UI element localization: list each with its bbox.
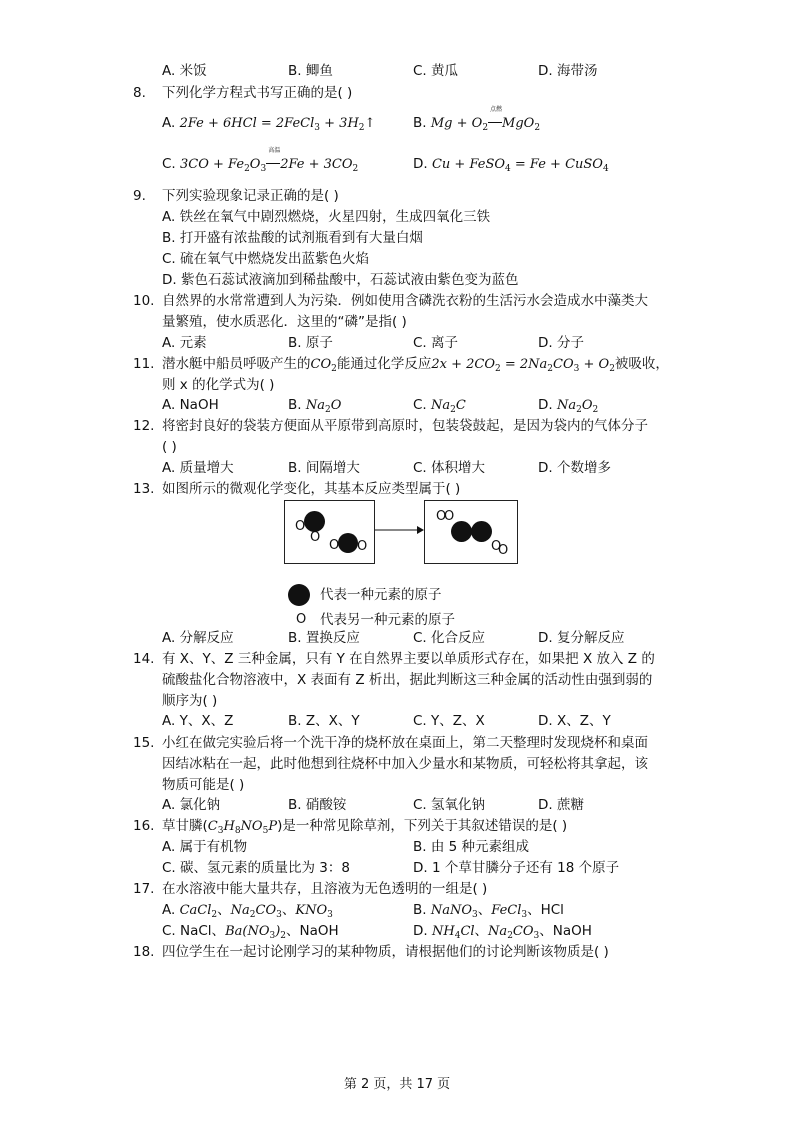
q12-option-d: D. 个数增多 — [538, 460, 611, 476]
q10-option-b: B. 原子 — [288, 335, 333, 351]
q9-option-b: B. 打开盛有浓盐酸的试剂瓶看到有大量白烟 — [162, 230, 423, 246]
q11-b-label: B. — [288, 397, 302, 413]
q17-stem: 在水溶液中能大量共存，且溶液为无色透明的一组是( ) — [162, 881, 488, 897]
q16-number: 16. — [133, 818, 155, 834]
q17-c-label: C. NaCl、 — [162, 923, 226, 939]
legend-black-atom-icon — [288, 584, 310, 606]
q8-number: 8. — [133, 85, 146, 101]
black-atom — [471, 521, 492, 542]
q15-line2: 因结冰粘在一起，此时他想到往烧杯中加入少量水和某物质，可轻松将其拿起，该 — [162, 756, 648, 772]
q15-option-a: A. 氯化钠 — [162, 797, 221, 813]
q7-option-a: A. 米饭 — [162, 63, 207, 79]
q11-option-b: B. $Na_2O$ — [288, 397, 342, 415]
q14-line2: 硫酸盐化合物溶液中，X 表面有 Z 析出，据此判断这三种金属的活动性由强到弱的 — [162, 672, 653, 688]
q17-b-label: B. — [413, 902, 427, 918]
legend-black-text: 代表一种元素的原子 — [320, 587, 442, 603]
q16-stem-a: 草甘膦( — [162, 818, 208, 834]
q17-number: 17. — [133, 881, 155, 897]
reactant-box — [284, 500, 375, 564]
black-atom — [451, 521, 472, 542]
q8-option-d: D. Cu + FeSO$_4$ = Fe + CuSO$_4$ — [413, 156, 609, 174]
q14-line1: 有 X、Y、Z 三种金属，只有 Y 在自然界主要以单质形式存在，如果把 X 放入 Z 的 — [162, 651, 655, 667]
q8-b-label: B. — [413, 115, 427, 131]
q8-option-b: B. $Mg + O_2$ 点燃 MgO$_2$ — [413, 106, 541, 133]
q7-option-c: C. 黄瓜 — [413, 63, 459, 79]
q7-option-b: B. 鲫鱼 — [288, 63, 333, 79]
q10-option-a: A. 元素 — [162, 335, 207, 351]
q10-option-c: C. 离子 — [413, 335, 459, 351]
q9-option-c: C. 硫在氧气中燃烧发出蓝紫色火焰 — [162, 251, 370, 267]
q15-number: 15. — [133, 735, 155, 751]
page-footer: 第 2 页，共 17 页 — [343, 1077, 451, 1092]
q17-d-label: D. — [413, 923, 428, 939]
q13-option-c: C. 化合反应 — [413, 630, 486, 646]
q12-option-c: C. 体积增大 — [413, 460, 486, 476]
q17-a-label: A. — [162, 902, 176, 918]
q15-line3: 物质可能是( ) — [162, 777, 245, 793]
q14-option-b: B. Z、X、Y — [288, 713, 360, 729]
q8-option-c: C. $3CO + Fe_2O_3$ 高温 $2Fe + 3CO_2$ — [162, 147, 359, 174]
q10-option-d: D. 分子 — [538, 335, 584, 351]
q9-option-d: D. 紫色石蕊试液滴加到稀盐酸中，石蕊试液由紫色变为蓝色 — [162, 272, 519, 288]
q13-option-a: A. 分解反应 — [162, 630, 234, 646]
q8-d-label: D. — [413, 156, 428, 172]
q16-option-c: C. 碳、氢元素的质量比为 3：8 — [162, 860, 350, 876]
q17-c-tail: 、NaOH — [286, 923, 339, 939]
product-box — [424, 500, 518, 564]
q16-stem-b: )是一种常见除草剂，下列关于其叙述错误的是( ) — [277, 818, 568, 834]
q11-option-c: C. $Na_2C$ — [413, 397, 466, 415]
q11-c-label: C. — [413, 397, 427, 413]
q17-option-d: D. $NH_4Cl$、$Na_2CO_3$、NaOH — [413, 923, 592, 941]
q17-option-c: C. NaCl、$Ba(NO_3)_2$、NaOH — [162, 923, 339, 941]
q16-option-b: B. 由 5 种元素组成 — [413, 839, 530, 855]
q13-option-d: D. 复分解反应 — [538, 630, 625, 646]
q16-stem: 草甘膦$(C_3H_8NO_5P)$是一种常见除草剂，下列关于其叙述错误的是( ) — [162, 818, 568, 836]
legend-white-atom-icon: O — [296, 612, 307, 627]
q11-d-label: D. — [538, 397, 553, 413]
q8-a-formula: 2Fe + 6HCl = 2FeCl — [179, 116, 315, 131]
q12-number: 12. — [133, 418, 155, 434]
q10-number: 10. — [133, 293, 155, 309]
q13-number: 13. — [133, 481, 155, 497]
q17-option-a: A. CaCl$_2$、$Na_2CO_3$、$KNO_3$ — [162, 902, 333, 920]
q18-number: 18. — [133, 944, 155, 960]
q15-option-b: B. 硝酸铵 — [288, 797, 347, 813]
q13-stem: 如图所示的微观化学变化，其基本反应类型属于( ) — [162, 481, 461, 497]
q13-option-b: B. 置换反应 — [288, 630, 360, 646]
q18-stem: 四位学生在一起讨论刚学习的某种物质，请根据他们的讨论判断该物质是( ) — [162, 944, 609, 960]
q14-line3: 顺序为( ) — [162, 693, 218, 709]
q16-option-d: D. 1 个草甘膦分子还有 18 个原子 — [413, 860, 620, 876]
q16-option-a: A. 属于有机物 — [162, 839, 248, 855]
q10-line2: 量繁殖，使水质恶化．这里的“磷”是指( ) — [162, 314, 407, 330]
q8-c-label: C. — [162, 156, 176, 172]
white-atom: O — [329, 538, 340, 553]
q9-option-a: A. 铁丝在氧气中剧烈燃烧，火星四射，生成四氧化三铁 — [162, 209, 491, 225]
q12-option-a: A. 质量增大 — [162, 460, 234, 476]
q14-option-d: D. X、Z、Y — [538, 713, 611, 729]
white-atom: O — [357, 539, 368, 554]
q17-d-tail: 、NaOH — [539, 923, 592, 939]
reaction-arrow-icon — [373, 524, 425, 536]
q14-option-c: C. Y、Z、X — [413, 713, 485, 729]
q11-line1b: 能通过化学反应 — [336, 356, 432, 372]
q15-line1: 小红在做完实验后将一个洗干净的烧杯放在桌面上，第二天整理时发现烧杯和桌面 — [162, 735, 648, 751]
q8-b-condition: 点燃 — [490, 106, 503, 113]
legend-white-text: 代表另一种元素的原子 — [320, 612, 455, 628]
q10-line1: 自然界的水常常遭到人为污染．例如使用含磷洗衣粉的生活污水会造成水中藻类大 — [162, 293, 648, 309]
q14-number: 14. — [133, 651, 155, 667]
black-atom — [304, 511, 325, 532]
q11-option-d: D. $Na_2O_2$ — [538, 397, 599, 415]
q11-line2: 则 x 的化学式为( ) — [162, 377, 275, 393]
white-atom: O — [491, 539, 502, 554]
q11-line1: 潜水艇中船员呼吸产生的$CO_2$能通过化学反应$2x + 2CO_2 = 2Na_2CO_3 + O_2$被吸收， — [162, 356, 669, 374]
q11-option-a: A. NaOH — [162, 397, 219, 413]
q17-b-tail: 、HCl — [527, 902, 564, 918]
q9-stem: 下列实验现象记录正确的是( ) — [162, 188, 339, 204]
q11-line1a: 潜水艇中船员呼吸产生的 — [162, 356, 311, 372]
q12-line2: ( ) — [162, 439, 177, 455]
q17-option-b: B. NaNO$_3$、FeCl$_3$、HCl — [413, 902, 564, 920]
q15-option-d: D. 蔗糖 — [538, 797, 584, 813]
q8-a-label: A. — [162, 115, 176, 131]
q9-number: 9. — [133, 188, 146, 204]
q12-option-b: B. 间隔增大 — [288, 460, 360, 476]
q15-option-c: C. 氢氧化钠 — [413, 797, 486, 813]
white-atom: O — [444, 509, 455, 524]
white-atom: O — [295, 519, 306, 534]
white-atom: O — [310, 530, 321, 545]
white-atom: O — [436, 509, 447, 524]
white-atom: O — [498, 543, 509, 558]
q11-line1c: 被吸收， — [614, 356, 669, 372]
q12-line1: 将密封良好的袋装方便面从平原带到高原时，包装袋鼓起，是因为袋内的气体分子 — [162, 418, 648, 434]
q7-option-d: D. 海带汤 — [538, 63, 598, 79]
q8-c-condition: 高温 — [268, 147, 281, 154]
q8-option-a: A. 2Fe + 6HCl = 2FeCl$_3$ + $3H_2↑$ — [162, 115, 376, 133]
q8-stem: 下列化学方程式书写正确的是( ) — [162, 85, 353, 101]
black-atom — [338, 533, 358, 553]
q14-option-a: A. Y、X、Z — [162, 713, 234, 729]
q11-number: 11. — [133, 356, 155, 372]
